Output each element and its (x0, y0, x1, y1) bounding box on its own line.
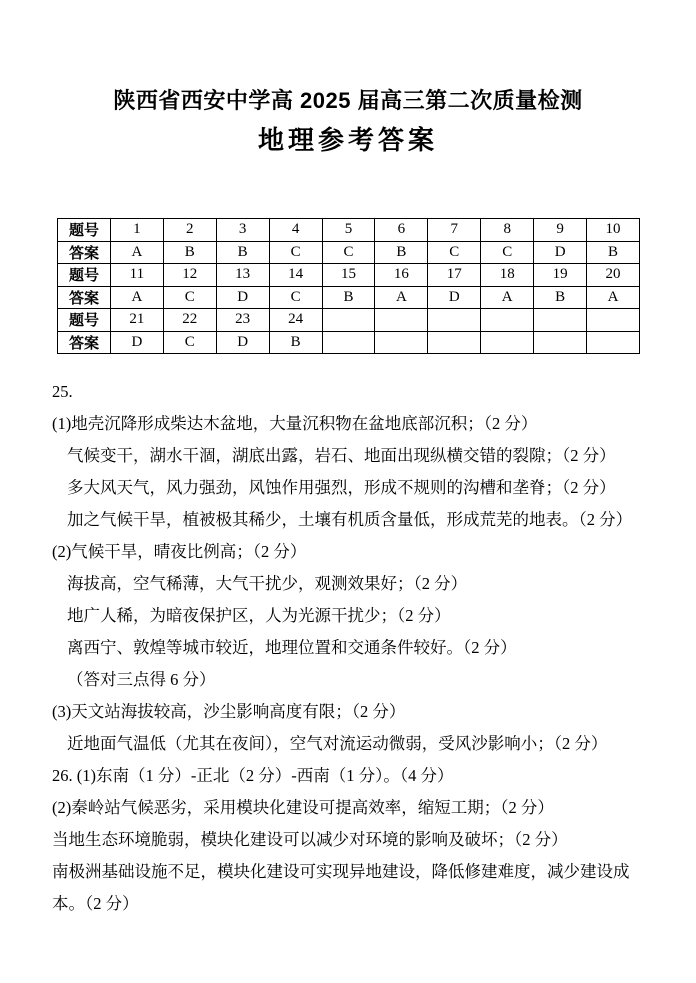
answer-cell (375, 331, 428, 354)
answer-cell: B (163, 241, 216, 264)
answer-line: 南极洲基础设施不足，模块化建设可实现异地建设，降低修建难度，减少建设成 (52, 862, 630, 881)
answer-cell: A (587, 286, 640, 309)
answer-line: 当地生态环境脆弱，模块化建设可以减少对环境的影响及破坏；（2 分） (52, 830, 568, 849)
answer-cell: 9 (534, 219, 587, 242)
answer-cell: D (110, 331, 163, 354)
answer-line: 近地面气温低（尤其在夜间），空气对流运动微弱，受风沙影响小；（2 分） (67, 734, 608, 753)
answer-cell: 11 (110, 264, 163, 287)
page-subtitle: 地理参考答案 (257, 126, 438, 155)
answer-table (57, 218, 640, 354)
answer-cell: 23 (216, 309, 269, 332)
answer-cell: A (110, 241, 163, 264)
answer-cell: 18 (481, 264, 534, 287)
answer-cell: 20 (587, 264, 640, 287)
answer-cell: 12 (163, 264, 216, 287)
answer-cell: C (163, 286, 216, 309)
answer-cell (481, 309, 534, 332)
answer-cell: 16 (375, 264, 428, 287)
answer-cell: 5 (322, 219, 375, 242)
answer-cell: B (534, 286, 587, 309)
answer-cell (534, 331, 587, 354)
row-header-answer: 答案 (58, 241, 111, 264)
table-row (58, 309, 640, 332)
answer-line: (3)天文站海拔较高，沙尘影响高度有限；（2 分） (52, 702, 406, 721)
row-header-answer: 答案 (58, 331, 111, 354)
answer-line: 离西宁、敦煌等城市较近，地理位置和交通条件较好。（2 分） (67, 638, 517, 657)
answer-line: (2)秦岭站气候恶劣，采用模块化建设可提高效率，缩短工期；（2 分） (52, 798, 554, 817)
answer-cell: B (322, 286, 375, 309)
table-row (58, 264, 640, 287)
answer-cell: 15 (322, 264, 375, 287)
answer-cell: 19 (534, 264, 587, 287)
answer-cell (428, 331, 481, 354)
answer-cell (534, 309, 587, 332)
answer-cell: 4 (269, 219, 322, 242)
answer-cell: A (110, 286, 163, 309)
answer-cell: 1 (110, 219, 163, 242)
answer-cell (481, 331, 534, 354)
answer-cell: A (375, 286, 428, 309)
answer-line: 气候变干，湖水干涸，湖底出露，岩石、地面出现纵横交错的裂隙；（2 分） (67, 446, 616, 465)
answer-cell (322, 331, 375, 354)
row-header-question-number: 题号 (58, 309, 111, 332)
answer-line: （答对三点得 6 分） (67, 670, 216, 689)
answer-cell (587, 309, 640, 332)
answer-line: 海拔高，空气稀薄，大气干扰少，观测效果好；（2 分） (67, 574, 468, 593)
table-row (58, 241, 640, 264)
answer-cell: 13 (216, 264, 269, 287)
answer-cell (322, 309, 375, 332)
answer-cell: 22 (163, 309, 216, 332)
row-header-question-number: 题号 (58, 264, 111, 287)
answer-line: 26. (1)东南（1 分）-正北（2 分）-西南（1 分）。（4 分） (52, 766, 454, 785)
answer-cell: 3 (216, 219, 269, 242)
answer-cell: 10 (587, 219, 640, 242)
answer-cell: B (587, 241, 640, 264)
answer-cell: 6 (375, 219, 428, 242)
answer-cell: D (216, 331, 269, 354)
answer-cell: B (375, 241, 428, 264)
answer-cell: 2 (163, 219, 216, 242)
table-row (58, 331, 640, 354)
answer-cell: C (481, 241, 534, 264)
answer-cell: D (534, 241, 587, 264)
answer-line: 本。（2 分） (52, 894, 139, 913)
answer-line: 加之气候干旱，植被极其稀少，土壤有机质含量低，形成荒芜的地表。（2 分） (67, 510, 633, 529)
answer-line: 地广人稀，为暗夜保护区，人为光源干扰少；（2 分） (67, 606, 451, 625)
answer-cell (375, 309, 428, 332)
answer-cell: B (269, 331, 322, 354)
answer-cell: 24 (269, 309, 322, 332)
answer-cell (428, 309, 481, 332)
answer-cell: 17 (428, 264, 481, 287)
page-title: 陕西省西安中学高 2025 届高三第二次质量检测 (113, 88, 583, 113)
answer-line: (1)地壳沉降形成柴达木盆地，大量沉积物在盆地底部沉积；（2 分） (52, 414, 538, 433)
row-header-question-number: 题号 (58, 219, 111, 242)
answer-cell: C (322, 241, 375, 264)
table-row (58, 219, 640, 242)
answer-cell: C (269, 241, 322, 264)
answer-cell: 21 (110, 309, 163, 332)
table-row (58, 286, 640, 309)
answer-cell: B (216, 241, 269, 264)
answer-text-block (52, 376, 662, 920)
row-header-answer: 答案 (58, 286, 111, 309)
answer-cell: 7 (428, 219, 481, 242)
answer-cell (587, 331, 640, 354)
answer-cell: C (428, 241, 481, 264)
answer-cell: D (428, 286, 481, 309)
answer-line: 多大风天气，风力强劲，风蚀作用强烈，形成不规则的沟槽和垄脊；（2 分） (67, 478, 616, 497)
answer-cell: C (163, 331, 216, 354)
answer-cell: A (481, 286, 534, 309)
answer-cell: D (216, 286, 269, 309)
answer-cell: 14 (269, 264, 322, 287)
answer-line: (2)气候干旱，晴夜比例高；（2 分） (52, 542, 307, 561)
answer-cell: C (269, 286, 322, 309)
answer-cell: 8 (481, 219, 534, 242)
answer-line: 25. (52, 382, 73, 401)
